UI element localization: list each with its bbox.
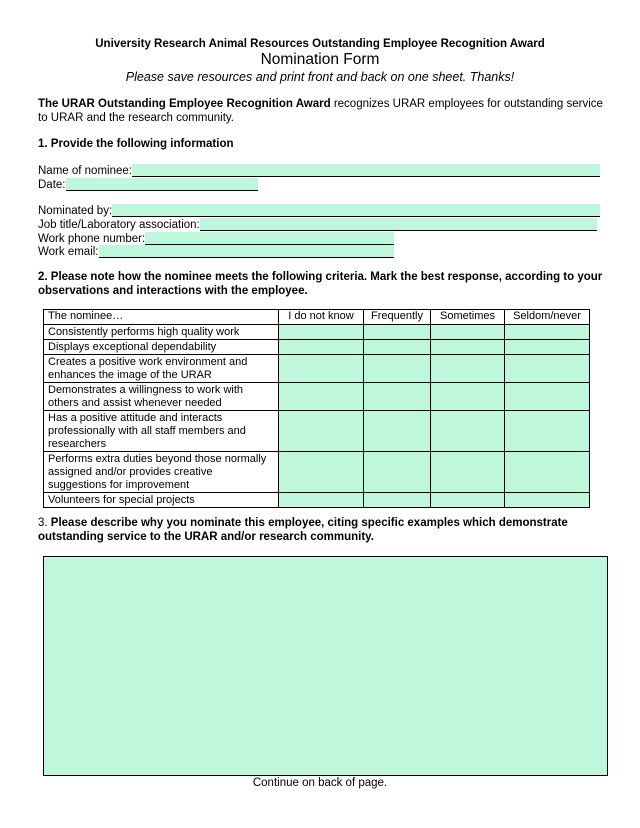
job-title-label: Job title/Laboratory association: [38, 219, 200, 231]
response-cell[interactable] [431, 325, 505, 340]
table-row [44, 355, 590, 383]
criterion-text: Performs extra duties beyond those normally assigned and/or provides creative suggestions for improvement [44, 452, 279, 493]
response-cell[interactable] [279, 340, 364, 355]
response-cell[interactable] [364, 340, 431, 355]
print-note: Please save resources and print front and back on one sheet. Thanks! [125, 70, 515, 84]
form-title: Nomination Form [260, 51, 380, 68]
response-cell[interactable] [364, 411, 431, 452]
date-label: Date: [38, 179, 66, 191]
nominee-label: Name of nominee: [38, 165, 132, 177]
criterion-text: Has a positive attitude and interacts professionally with all staff members and researchers [44, 411, 279, 452]
table-row [44, 325, 590, 340]
award-name: The URAR Outstanding Employee Recognition Award [38, 98, 331, 110]
response-cell[interactable] [279, 452, 364, 493]
response-cell[interactable] [505, 355, 590, 383]
criteria-table [43, 309, 590, 508]
work-phone-row [38, 231, 394, 245]
response-cell[interactable] [431, 493, 505, 508]
footer-note: Continue on back of page. [252, 777, 388, 789]
table-row [44, 383, 590, 411]
response-cell[interactable] [505, 452, 590, 493]
criterion-text: Volunteers for special projects [44, 493, 279, 508]
work-email-label: Work email: [38, 246, 99, 258]
nominated-by-field[interactable] [112, 204, 600, 217]
date-row [38, 177, 258, 191]
response-cell[interactable] [364, 383, 431, 411]
criteria-header-row [44, 310, 590, 325]
response-cell[interactable] [364, 452, 431, 493]
intro-text: recognizes URAR employees for outstanding service to URAR and the research community. [38, 98, 603, 124]
response-cell[interactable] [505, 493, 590, 508]
work-email-field[interactable] [99, 245, 394, 258]
response-cell[interactable] [279, 325, 364, 340]
response-cell[interactable] [431, 452, 505, 493]
response-cell[interactable] [279, 355, 364, 383]
option-header-frequently: Frequently [364, 310, 431, 325]
response-cell[interactable] [505, 383, 590, 411]
option-header-sometimes: Sometimes [431, 310, 505, 325]
criterion-text: Creates a positive work environment and enhances the image of the URAR [44, 355, 279, 383]
response-cell[interactable] [364, 493, 431, 508]
nominated-by-label: Nominated by: [38, 205, 113, 217]
org-title: University Research Animal Resources Outstanding Employee Recognition Award [95, 38, 545, 50]
response-cell[interactable] [505, 340, 590, 355]
nominee-field[interactable] [132, 164, 600, 177]
table-row [44, 493, 590, 508]
date-field[interactable] [66, 178, 258, 191]
option-header-do-not-know: I do not know [279, 310, 364, 325]
criteria-header-label: The nominee… [44, 310, 279, 325]
work-email-row [38, 244, 394, 258]
section-3-text: Please describe why you nominate this employee, citing specific examples which demonstrate outstanding service to the URAR and/or research community. [38, 517, 568, 543]
section-1-heading: 1. Provide the following information [38, 138, 234, 150]
response-cell[interactable] [431, 340, 505, 355]
table-row [44, 452, 590, 493]
response-cell[interactable] [505, 411, 590, 452]
response-cell[interactable] [431, 383, 505, 411]
table-row [44, 411, 590, 452]
job-title-field[interactable] [200, 218, 597, 231]
response-cell[interactable] [279, 493, 364, 508]
criterion-text: Consistently performs high quality work [44, 325, 279, 340]
response-cell[interactable] [364, 325, 431, 340]
work-phone-label: Work phone number: [38, 233, 146, 245]
criterion-text: Demonstrates a willingness to work with others and assist whenever needed [44, 383, 279, 411]
nominated-by-row [38, 203, 600, 217]
response-cell[interactable] [505, 325, 590, 340]
response-cell[interactable] [431, 411, 505, 452]
response-cell[interactable] [431, 355, 505, 383]
section-3-number: 3. [38, 517, 51, 529]
table-row [44, 340, 590, 355]
response-cell[interactable] [279, 383, 364, 411]
response-cell[interactable] [364, 355, 431, 383]
intro-paragraph [38, 98, 608, 125]
section-3-heading [38, 517, 608, 544]
nominee-row [38, 163, 600, 177]
option-header-seldom-never: Seldom/never [505, 310, 590, 325]
description-textarea[interactable] [43, 556, 608, 776]
section-2-heading: 2. Please note how the nominee meets the following criteria. Mark the best response, according to your observations and interactions with the employee. [38, 271, 603, 297]
response-cell[interactable] [279, 411, 364, 452]
criterion-text: Displays exceptional dependability [44, 340, 279, 355]
job-title-row [38, 217, 597, 231]
